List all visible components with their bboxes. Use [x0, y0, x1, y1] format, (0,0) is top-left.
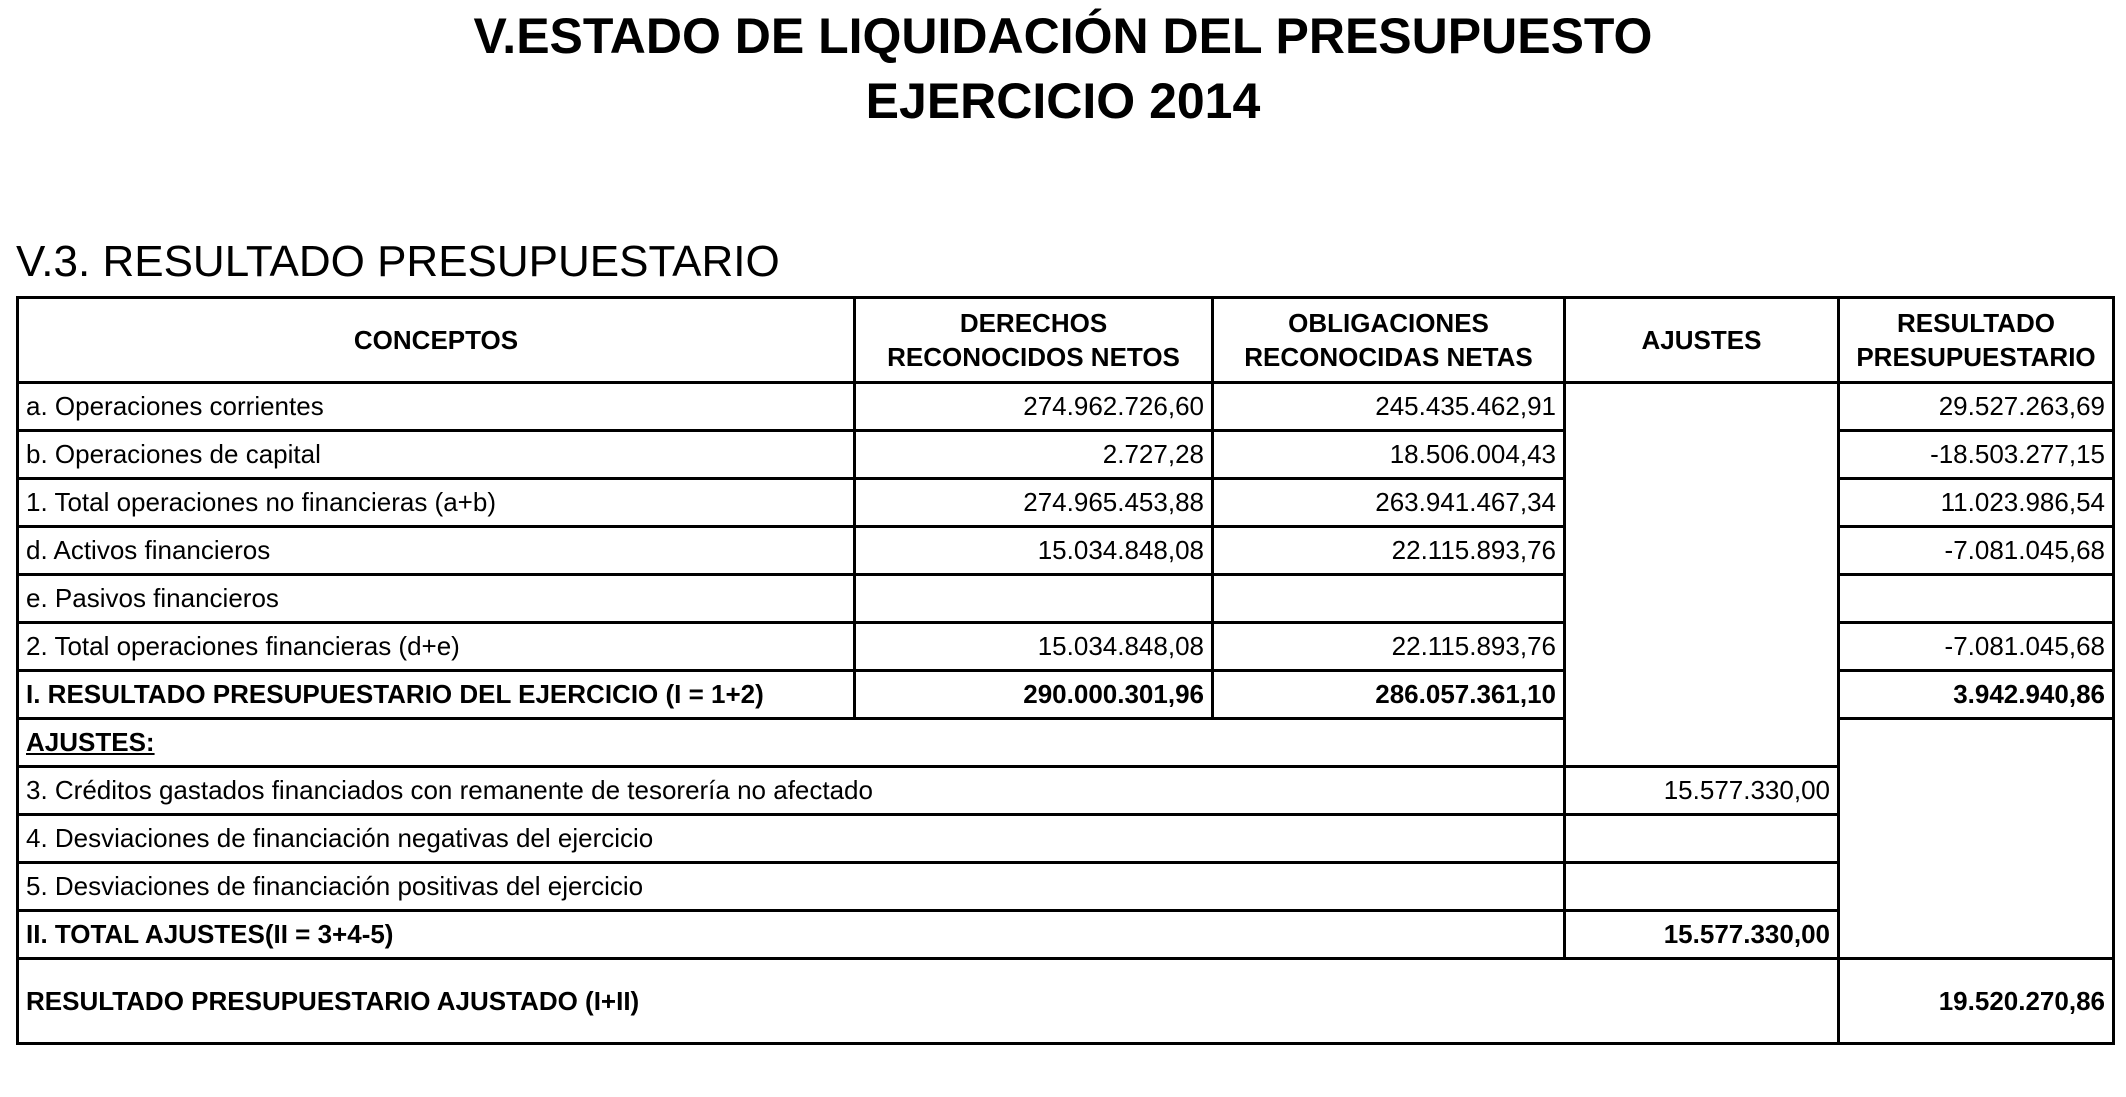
- table-row: [18, 815, 2114, 863]
- row-derechos: 290.000.301,96: [855, 671, 1213, 719]
- row-resultado: 3.942.940,86: [1839, 671, 2114, 719]
- header-ajustes: AJUSTES: [1565, 298, 1839, 383]
- ajustes-heading-value: [1565, 719, 1839, 767]
- row-concepto: d. Activos financieros: [18, 527, 855, 575]
- total-ajustes-value: 15.577.330,00: [1565, 911, 1839, 959]
- resultado-empty-cell: [1839, 719, 2114, 959]
- ajustes-empty-cell: [1565, 383, 1839, 719]
- document-subtitle: EJERCICIO 2014: [865, 73, 1261, 129]
- header-resultado: RESULTADO PRESUPUESTARIO: [1839, 298, 2114, 383]
- row-obligaciones: 22.115.893,76: [1213, 623, 1565, 671]
- row-concepto: b. Operaciones de capital: [18, 431, 855, 479]
- ajuste-valor: 15.577.330,00: [1565, 767, 1839, 815]
- row-resultado: 11.023.986,54: [1839, 479, 2114, 527]
- table-row: [18, 767, 2114, 815]
- row-obligaciones: 18.506.004,43: [1213, 431, 1565, 479]
- table-row-total-ajustes: [18, 911, 2114, 959]
- row-concepto: a. Operaciones corrientes: [18, 383, 855, 431]
- ajuste-concepto: 4. Desviaciones de financiación negativas del ejercicio: [18, 815, 1565, 863]
- header-conceptos: CONCEPTOS: [18, 298, 855, 383]
- resultado-ajustado-value: 19.520.270,86: [1839, 959, 2114, 1044]
- row-derechos: [855, 575, 1213, 623]
- table-row: [18, 383, 2114, 431]
- row-resultado: [1839, 575, 2114, 623]
- section-title: V.3. RESULTADO PRESUPUESTARIO: [16, 237, 780, 286]
- row-derechos: 15.034.848,08: [855, 527, 1213, 575]
- row-obligaciones: 22.115.893,76: [1213, 527, 1565, 575]
- row-concepto: 2. Total operaciones financieras (d+e): [18, 623, 855, 671]
- document-title: V.ESTADO DE LIQUIDACIÓN DEL PRESUPUESTO: [473, 8, 1653, 64]
- row-obligaciones: 286.057.361,10: [1213, 671, 1565, 719]
- row-resultado: -7.081.045,68: [1839, 623, 2114, 671]
- resultado-ajustado-label: RESULTADO PRESUPUESTARIO AJUSTADO (I+II): [18, 959, 1839, 1044]
- header-derechos: DERECHOS RECONOCIDOS NETOS: [855, 298, 1213, 383]
- ajuste-valor: [1565, 863, 1839, 911]
- total-ajustes-label: II. TOTAL AJUSTES(II = 3+4-5): [18, 911, 1565, 959]
- ajustes-heading: AJUSTES:: [18, 719, 1565, 767]
- row-concepto: I. RESULTADO PRESUPUESTARIO DEL EJERCICIO (I = 1+2): [18, 671, 855, 719]
- ajuste-valor: [1565, 815, 1839, 863]
- row-resultado: 29.527.263,69: [1839, 383, 2114, 431]
- table-header-row: [18, 298, 2114, 383]
- budget-result-table: [16, 296, 2115, 1045]
- table-row-resultado-ajustado: [18, 959, 2114, 1044]
- row-derechos: 274.962.726,60: [855, 383, 1213, 431]
- ajuste-concepto: 5. Desviaciones de financiación positivas del ejercicio: [18, 863, 1565, 911]
- row-obligaciones: [1213, 575, 1565, 623]
- header-obligaciones: OBLIGACIONES RECONOCIDAS NETAS: [1213, 298, 1565, 383]
- row-concepto: e. Pasivos financieros: [18, 575, 855, 623]
- row-resultado: -7.081.045,68: [1839, 527, 2114, 575]
- row-derechos: 274.965.453,88: [855, 479, 1213, 527]
- ajustes-heading-row: [18, 719, 2114, 767]
- ajuste-concepto: 3. Créditos gastados financiados con remanente de tesorería no afectado: [18, 767, 1565, 815]
- row-obligaciones: 245.435.462,91: [1213, 383, 1565, 431]
- row-derechos: 15.034.848,08: [855, 623, 1213, 671]
- row-derechos: 2.727,28: [855, 431, 1213, 479]
- table-row: [18, 863, 2114, 911]
- row-concepto: 1. Total operaciones no financieras (a+b): [18, 479, 855, 527]
- row-obligaciones: 263.941.467,34: [1213, 479, 1565, 527]
- row-resultado: -18.503.277,15: [1839, 431, 2114, 479]
